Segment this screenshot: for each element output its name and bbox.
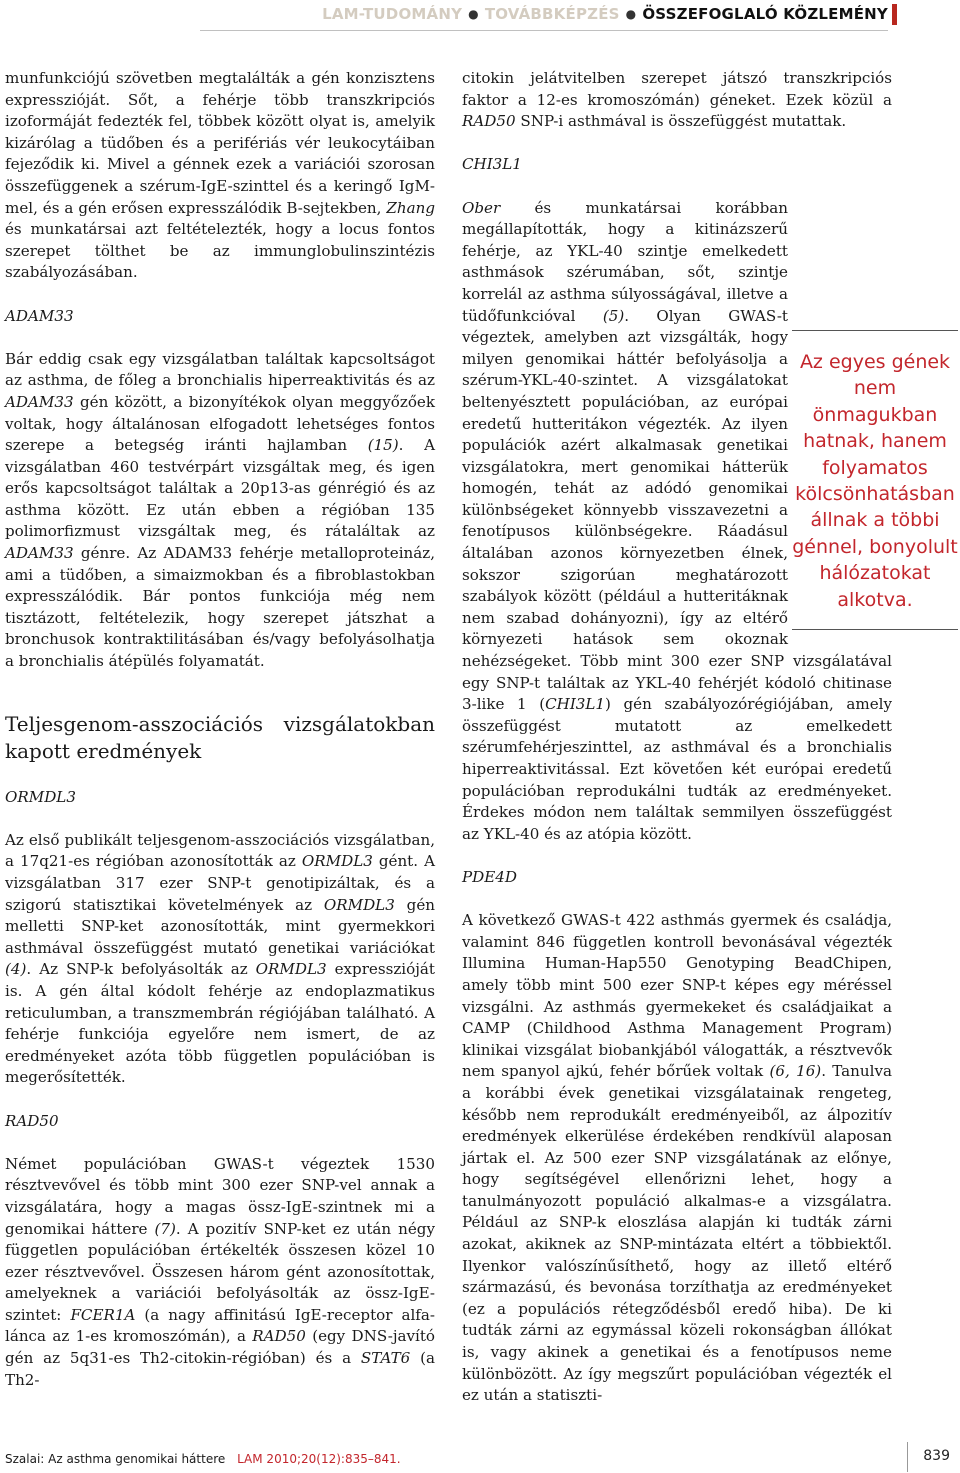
pullquote (792, 330, 958, 630)
paragraph: munfunkciójú szövetben megtalálták a gén konzisztens expresszióját. Sőt, a fehérje több transzkripciós izoformáját fedezték fel, többek között olyat is, amelyik kizárólag a tüdőben és a perifériás vér leukocytáiban fejeződik ki. Mivel a génnek ezek a variációi szorosan összefüggenek a szérum-IgE-szinttel és a keringő IgM-mel, és a gén erősen expresszálódik B-sejtekben, Zhang és munkatársai azt feltételezték, hogy a locus fontos szerepet tölthet be az immunglobulinszintézis szabályozásában. (5, 69, 435, 282)
paragraph: Német populációban GWAS-t végeztek 1530 résztvevővel és több mint 300 ezer SNP-vel annak a vizsgálatára, hogy a magas össz-IgE-szintnek mi a genomikai háttere (7). A pozitív SNP-ket ez után négy független populációban értékelték összesen közel 10 ezer résztvevővel. Összesen három gént azonosítottak, amelyeknek a variációi befolyásolták az össz-IgE-szintet: FCER1A (a nagy affinitású IgE-receptor alfa-lánca az 1-es kromoszómán), a RAD50 (egy DNS-javító gén az 5q31-es Th2-citokin-régióban) és a STAT6 (a Th2- (5, 1154, 436, 1389)
pullquote-text: Az egyes gének nem önmagukban hatnak, hanem folyamatos kölcsönhatásban állnak a többi génnel, bonyolult hálózatokat alkotva. (792, 351, 958, 611)
paragraph: A következő GWAS-t 422 asthmás gyermek és családja, valamint 846 független kontroll bevonásával végezték Illumina Human-Hap550 Genotyping BeadChipen, amely több mint 500 ezer SNP-t képes egy méréssel vizsgálni. Az asthmás gyermekeket és családjaikat a CAMP (Childhood Asthma Management Program) klinikai vizsgálat biobankjából válogatták, a résztvevők nem spanyol ajkú, fehér bőrűek voltak (6, 16). Tanulva a korábbi évek genetikai vizsgálatainak rengeteg, később nem reprodukált eredményeiből, az álpozitív eredmények elkerülése érdekében rendkívül alaposan jártak el. Az 500 ezer SNP vizsgálatának az előnye, hogy segítségével ellenőrizni lehet, hogy a tanulmányozott populáció alkalmas-e a vizsgálatra. Például az SNP-k eloszlása alapján ki tudták zárni azokat, akiknek az SNP-mintázata eltért a többiektől. Ilyenkor valószínűsíthető, hogy az illető eltérő származású, és bevonása torzíthatja az eredményeket (ez a populációs rétegződésből eredő hiba). De ki tudták zárni az egymással közeli rokonságban állókat is, vagy akinek a genetikai és a fenotípusos neme különbözött. Az így megszűrt populációban végezték el ez után a statiszti- (462, 911, 892, 1405)
paragraph: citokin jelátvitelben szerepet játszó transzkripciós faktor a 12-es kromoszómán) géneket. Ezek közül a RAD50 SNP-i asthmával is összefüggést mutattak. (462, 69, 892, 131)
header-accent-bar (892, 4, 897, 25)
left-column (5, 68, 435, 1391)
paragraph: Az első publikált teljesgenom-asszociációs vizsgálatban, a 17q21-es régióban azonosították az ORMDL3 gént. A vizsgálatban 317 ezer SNP-t genotipizáltak, és a szigorú statisztikai követelmények az ORMDL3 gén melletti SNP-ket azonosították, mint gyermekkori asthmával összefüggést mutató genetikai variációkat (4). Az SNP-k befolyásolták az ORMDL3 expresszióját is. A gén által kódolt fehérje az endoplazmatikus reticulumban, a transzmembrán régiójában található. A fehérje funkciója egyelőre nem ismert, de az eredményeket azóta több független populációban is megerősítették. (5, 830, 435, 1087)
subheading-pde4d: PDE4D (462, 867, 517, 886)
footer-citation (5, 1452, 401, 1466)
pullquote-bottom-rule (792, 629, 958, 630)
header-section-lam-tudomany: LAM-TUDOMÁNY (322, 5, 463, 23)
header-separator: ● (625, 7, 637, 21)
paragraph: Bár eddig csak egy vizsgálatban találtak kapcsoltságot az asthma, de főleg a bronchialis hiperreaktivitás és az ADAM33 gén között, a bizonyítékok olyan meggyőzőek voltak, hogy általánosan elfogadott lehetséges fontos szerepe a betegség iránti hajlamban (15). A vizsgálatban 460 testvérpárt vizsgáltak meg, és igen erős kapcsoltságot találtak a 20p13-as génrégió és az asthma között. Ez után ebben a régióban 135 polimorfizmust vizsgáltak meg, és rátaláltak az ADAM33 génre. Az ADAM33 fehérje metalloproteináz, ami a tüdőben, a simaizmokban és a fibroblastokban expresszálódik. Bár pontos funkciója még nem tisztázott, feltételezik, hogy szerepet játszhat a bronchusok kontraktilitásában és/vagy befolyásolhatja a bronchialis átépülés folyamatát. (5, 349, 435, 671)
subheading-rad50: RAD50 (5, 1111, 59, 1130)
running-header (0, 0, 960, 30)
page-footer (5, 1448, 950, 1470)
right-column (462, 68, 892, 1407)
header-bar (322, 2, 888, 26)
subheading-adam33: ADAM33 (5, 306, 74, 325)
footer-article: Szalai: Az asthma genomikai háttere (5, 1452, 226, 1466)
subheading-chi3l1: CHI3L1 (462, 155, 522, 174)
section-heading: Teljesgenom-asszociációs vizsgálatokban kapott eredmények (5, 711, 435, 763)
header-divider (200, 30, 888, 31)
paragraph: Ober és munkatársai korábban megállapították, hogy a kitinázszerű fehérje, az YKL-40 szintje emelkedett asthmások szérumában, sőt, szintje korrelál az asthma súlyosságával, illetve a tüdőfunkcióval (5). Olyan GWAS-t végeztek, amelyben azt vizsgálták, hogy milyen genomikai háttér befolyásolja a szérum-YKL-40-szintet. A vizsgálatokat beltenyésztett populációban, az európai eredetű hutteritákon végezték. Az ilyen populációk azért alkalmasak genetikai vizsgálatokra, mert genomikai hátterük homogén, tehát az adódó genomikai különbségeket könnyebb visszavezetni a fenotípusos különbségekre. Ráadásul általában azonos környezetben élnek, sokszor szigorúan meghatározott szabályok között (például a hutteritáknak nem szabad dohányozni), így az eltérő környezeti hatások sem okoznak nehézségeket. Több mint 300 ezer SNP vizsgálatával egy SNP-t találtak az YKL-40 fehérjét kódoló chitinase 3-like 1 (CHI3L1) gén szabályozórégiójában, amely összefüggést mutatott az emelkedett szérumfehérjeszinttel, az asthmával és a bronchialis hiperreaktivitással. Ezt követően két európai eredetű populációban reprodukálni tudták az eredményeket. Érdekes módon nem találtak semmilyen összefüggést az YKL-40 és az atópia között. (462, 198, 892, 846)
footer-journal-ref: LAM 2010;20(12):835–841. (237, 1452, 401, 1466)
footer-divider (907, 1442, 908, 1472)
page-number: 839 (923, 1448, 950, 1464)
subheading-ormdl3: ORMDL3 (5, 787, 76, 806)
header-section-current: ÖSSZEFOGLALÓ KÖZLEMÉNY (642, 5, 888, 23)
header-separator: ● (468, 7, 479, 21)
header-section-tovabbkepzes: TOVÁBBKÉPZÉS (484, 5, 620, 23)
